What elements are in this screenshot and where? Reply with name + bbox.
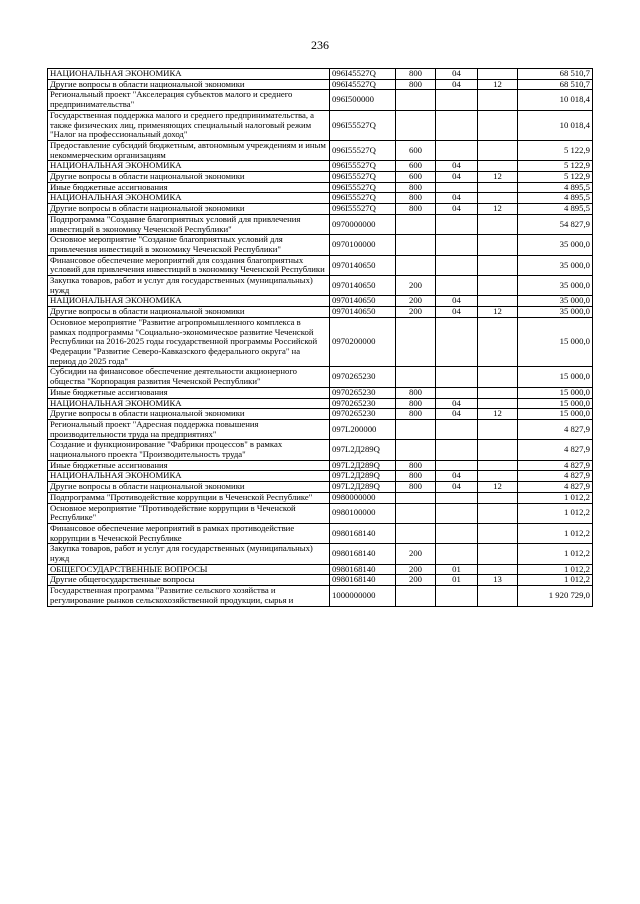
row-section-cell <box>436 523 478 543</box>
row-code-cell: 097L2Д289Q <box>330 440 396 460</box>
row-section-cell: 04 <box>436 482 478 493</box>
row-amount-cell: 5 122,9 <box>518 140 593 160</box>
row-amount-cell: 4 827,9 <box>518 419 593 439</box>
row-code-cell: 0970140650 <box>330 276 396 296</box>
row-subsection-cell <box>478 367 518 387</box>
row-section-cell <box>436 140 478 160</box>
row-name-cell: Подпрограмма "Создание благоприятных условий для привлечения инвестиций в экономику Чеченской Республики" <box>48 214 330 234</box>
table-row <box>48 140 593 160</box>
row-code-cell: 0970265230 <box>330 398 396 409</box>
row-section-cell: 04 <box>436 69 478 80</box>
table-row <box>48 503 593 523</box>
row-code-cell: 0970265230 <box>330 367 396 387</box>
row-code-cell: 097L2Д289Q <box>330 482 396 493</box>
row-amount-cell: 1 012,2 <box>518 503 593 523</box>
row-name-cell: Субсидии на финансовое обеспечение деятельности акционерного общества "Корпорация развития Чеченской Республики" <box>48 367 330 387</box>
row-subsection-cell <box>478 387 518 398</box>
row-amount-cell: 4 827,9 <box>518 440 593 460</box>
row-code-cell: 0980168140 <box>330 575 396 586</box>
row-code-cell: 0980168140 <box>330 523 396 543</box>
row-amount-cell: 4 827,9 <box>518 471 593 482</box>
table-row <box>48 575 593 586</box>
row-amount-cell: 35 000,0 <box>518 255 593 275</box>
row-name-cell: Закупка товаров, работ и услуг для государственных (муниципальных) нужд <box>48 544 330 564</box>
row-section-cell: 04 <box>436 296 478 307</box>
table-row <box>48 492 593 503</box>
table-row <box>48 471 593 482</box>
row-subsection-cell <box>478 460 518 471</box>
table-row <box>48 182 593 193</box>
row-section-cell <box>436 110 478 140</box>
row-amount-cell: 1 012,2 <box>518 492 593 503</box>
row-subsection-cell <box>478 492 518 503</box>
page-number: 236 <box>311 38 329 52</box>
row-expense-type-cell: 800 <box>396 182 436 193</box>
row-section-cell <box>436 214 478 234</box>
row-amount-cell: 4 827,9 <box>518 482 593 493</box>
row-subsection-cell <box>478 276 518 296</box>
row-amount-cell: 35 000,0 <box>518 296 593 307</box>
row-name-cell: НАЦИОНАЛЬНАЯ ЭКОНОМИКА <box>48 161 330 172</box>
row-name-cell: Основное мероприятие "Развитие агропромышленного комплекса в рамках подпрограммы "Социально-экономическое развитие Чеченской Республики на 2016-2025 годы государственной программы Российской Федерации "Развитие Северо-Кавказского федерального округа" на период до 2025 года" <box>48 317 330 367</box>
row-name-cell: Государственная программа "Развитие сельского хозяйства и регулирование рынков сельскохозяйственной продукции, сырья и <box>48 586 330 606</box>
row-name-cell: Финансовое обеспечение мероприятий в рамках противодействие коррупции в Чеченской Республике <box>48 523 330 543</box>
row-section-cell <box>436 586 478 606</box>
row-name-cell: Другие общегосударственные вопросы <box>48 575 330 586</box>
row-expense-type-cell: 800 <box>396 471 436 482</box>
row-amount-cell: 4 895,5 <box>518 182 593 193</box>
row-expense-type-cell <box>396 367 436 387</box>
row-name-cell: НАЦИОНАЛЬНАЯ ЭКОНОМИКА <box>48 398 330 409</box>
row-section-cell: 04 <box>436 193 478 204</box>
row-section-cell <box>436 90 478 110</box>
row-code-cell: 0970140650 <box>330 255 396 275</box>
row-subsection-cell: 12 <box>478 409 518 420</box>
row-expense-type-cell: 200 <box>396 564 436 575</box>
table-row <box>48 307 593 318</box>
row-amount-cell: 1 012,2 <box>518 564 593 575</box>
row-name-cell: Финансовое обеспечение мероприятий для создания благоприятных условий для привлечения инвестиций в экономику Чеченской Республики <box>48 255 330 275</box>
row-name-cell: НАЦИОНАЛЬНАЯ ЭКОНОМИКА <box>48 193 330 204</box>
row-amount-cell: 4 895,5 <box>518 204 593 215</box>
row-name-cell: Подпрограмма "Противодействие коррупции в Чеченской Республике" <box>48 492 330 503</box>
row-expense-type-cell <box>396 523 436 543</box>
row-name-cell: Другие вопросы в области национальной экономики <box>48 482 330 493</box>
row-code-cell: 0970100000 <box>330 235 396 255</box>
row-expense-type-cell: 800 <box>396 482 436 493</box>
row-name-cell: Закупка товаров, работ и услуг для государственных (муниципальных) нужд <box>48 276 330 296</box>
row-expense-type-cell <box>396 235 436 255</box>
row-subsection-cell <box>478 296 518 307</box>
row-code-cell: 0980100000 <box>330 503 396 523</box>
row-code-cell: 096I55527Q <box>330 204 396 215</box>
row-amount-cell: 35 000,0 <box>518 235 593 255</box>
row-amount-cell: 1 012,2 <box>518 575 593 586</box>
row-expense-type-cell: 800 <box>396 460 436 471</box>
row-section-cell: 01 <box>436 575 478 586</box>
table-row <box>48 419 593 439</box>
row-code-cell: 0970265230 <box>330 387 396 398</box>
row-expense-type-cell <box>396 440 436 460</box>
row-amount-cell: 35 000,0 <box>518 276 593 296</box>
row-code-cell: 096I55527Q <box>330 172 396 183</box>
row-code-cell: 096I55527Q <box>330 193 396 204</box>
row-name-cell: Другие вопросы в области национальной экономики <box>48 307 330 318</box>
row-subsection-cell: 12 <box>478 79 518 90</box>
row-name-cell: Государственная поддержка малого и среднего предпринимательства, а также физических лиц, применяющих специальный налоговый режим "Налог на профессиональный доход" <box>48 110 330 140</box>
row-subsection-cell <box>478 161 518 172</box>
row-code-cell: 096I55527Q <box>330 140 396 160</box>
row-name-cell: НАЦИОНАЛЬНАЯ ЭКОНОМИКА <box>48 296 330 307</box>
row-subsection-cell <box>478 140 518 160</box>
table-row <box>48 586 593 606</box>
table-row <box>48 544 593 564</box>
row-expense-type-cell <box>396 317 436 367</box>
row-subsection-cell <box>478 69 518 80</box>
row-amount-cell: 4 827,9 <box>518 460 593 471</box>
row-subsection-cell <box>478 235 518 255</box>
row-section-cell <box>436 492 478 503</box>
table-row <box>48 69 593 80</box>
row-section-cell <box>436 317 478 367</box>
table-row <box>48 460 593 471</box>
row-section-cell: 04 <box>436 172 478 183</box>
row-amount-cell: 4 895,5 <box>518 193 593 204</box>
row-section-cell <box>436 235 478 255</box>
row-subsection-cell <box>478 440 518 460</box>
row-name-cell: Иные бюджетные ассигнования <box>48 460 330 471</box>
row-subsection-cell <box>478 586 518 606</box>
table-row <box>48 317 593 367</box>
row-section-cell <box>436 276 478 296</box>
table-row <box>48 161 593 172</box>
row-subsection-cell <box>478 317 518 367</box>
table-row <box>48 193 593 204</box>
table-row <box>48 296 593 307</box>
row-section-cell: 04 <box>436 471 478 482</box>
row-code-cell: 096I500000 <box>330 90 396 110</box>
row-subsection-cell <box>478 523 518 543</box>
row-code-cell: 097L2Д289Q <box>330 471 396 482</box>
row-subsection-cell: 12 <box>478 204 518 215</box>
row-expense-type-cell <box>396 503 436 523</box>
row-expense-type-cell <box>396 419 436 439</box>
table-row <box>48 235 593 255</box>
row-name-cell: Другие вопросы в области национальной экономики <box>48 409 330 420</box>
row-subsection-cell <box>478 193 518 204</box>
row-code-cell: 097L200000 <box>330 419 396 439</box>
row-code-cell: 0970140650 <box>330 296 396 307</box>
row-expense-type-cell <box>396 586 436 606</box>
table-row <box>48 482 593 493</box>
row-code-cell: 0980000000 <box>330 492 396 503</box>
table-row <box>48 90 593 110</box>
row-expense-type-cell: 600 <box>396 172 436 183</box>
row-section-cell: 01 <box>436 564 478 575</box>
row-expense-type-cell: 200 <box>396 296 436 307</box>
row-subsection-cell: 13 <box>478 575 518 586</box>
row-subsection-cell: 12 <box>478 172 518 183</box>
table-row <box>48 440 593 460</box>
row-code-cell: 1000000000 <box>330 586 396 606</box>
row-section-cell: 04 <box>436 307 478 318</box>
row-amount-cell: 15 000,0 <box>518 398 593 409</box>
row-amount-cell: 1 012,2 <box>518 523 593 543</box>
row-section-cell: 04 <box>436 409 478 420</box>
row-section-cell: 04 <box>436 161 478 172</box>
row-section-cell <box>436 182 478 193</box>
row-expense-type-cell: 800 <box>396 193 436 204</box>
table-row <box>48 409 593 420</box>
row-amount-cell: 68 510,7 <box>518 69 593 80</box>
row-section-cell: 04 <box>436 398 478 409</box>
table-row <box>48 523 593 543</box>
table-row <box>48 172 593 183</box>
row-name-cell: НАЦИОНАЛЬНАЯ ЭКОНОМИКА <box>48 471 330 482</box>
row-name-cell: Другие вопросы в области национальной экономики <box>48 79 330 90</box>
row-amount-cell: 1 920 729,0 <box>518 586 593 606</box>
row-code-cell: 0970140650 <box>330 307 396 318</box>
row-code-cell: 096I45527Q <box>330 79 396 90</box>
row-section-cell <box>436 419 478 439</box>
row-amount-cell: 15 000,0 <box>518 317 593 367</box>
table-row <box>48 564 593 575</box>
row-expense-type-cell: 200 <box>396 544 436 564</box>
row-code-cell: 0980168140 <box>330 544 396 564</box>
row-code-cell: 096I55527Q <box>330 182 396 193</box>
row-subsection-cell <box>478 398 518 409</box>
table-row <box>48 214 593 234</box>
table-row <box>48 276 593 296</box>
table-row <box>48 398 593 409</box>
row-subsection-cell <box>478 182 518 193</box>
row-name-cell: Региональный проект "Адресная поддержка повышения производительности труда на предприятиях" <box>48 419 330 439</box>
row-name-cell: Иные бюджетные ассигнования <box>48 182 330 193</box>
row-name-cell: Иные бюджетные ассигнования <box>48 387 330 398</box>
row-amount-cell: 5 122,9 <box>518 161 593 172</box>
row-section-cell: 04 <box>436 204 478 215</box>
row-code-cell: 0980168140 <box>330 564 396 575</box>
row-name-cell: Предоставление субсидий бюджетным, автономным учреждениям и иным некоммерческим организациям <box>48 140 330 160</box>
table-row <box>48 255 593 275</box>
row-amount-cell: 1 012,2 <box>518 544 593 564</box>
row-code-cell: 0970265230 <box>330 409 396 420</box>
row-expense-type-cell <box>396 110 436 140</box>
row-name-cell: НАЦИОНАЛЬНАЯ ЭКОНОМИКА <box>48 69 330 80</box>
row-expense-type-cell <box>396 492 436 503</box>
row-expense-type-cell: 600 <box>396 161 436 172</box>
row-amount-cell: 10 018,4 <box>518 110 593 140</box>
row-section-cell <box>436 503 478 523</box>
row-subsection-cell <box>478 90 518 110</box>
row-expense-type-cell: 800 <box>396 69 436 80</box>
row-subsection-cell <box>478 214 518 234</box>
row-subsection-cell <box>478 471 518 482</box>
row-amount-cell: 54 827,9 <box>518 214 593 234</box>
row-amount-cell: 5 122,9 <box>518 172 593 183</box>
row-expense-type-cell <box>396 90 436 110</box>
row-expense-type-cell: 800 <box>396 387 436 398</box>
budget-table-body <box>48 69 593 607</box>
row-subsection-cell: 12 <box>478 307 518 318</box>
row-expense-type-cell: 800 <box>396 204 436 215</box>
row-section-cell <box>436 460 478 471</box>
row-name-cell: Другие вопросы в области национальной экономики <box>48 172 330 183</box>
row-subsection-cell <box>478 255 518 275</box>
row-code-cell: 0970200000 <box>330 317 396 367</box>
row-expense-type-cell: 200 <box>396 575 436 586</box>
row-name-cell: Основное мероприятие "Противодействие коррупции в Чеченской Республике" <box>48 503 330 523</box>
table-row <box>48 110 593 140</box>
row-section-cell: 04 <box>436 79 478 90</box>
row-amount-cell: 10 018,4 <box>518 90 593 110</box>
table-row <box>48 387 593 398</box>
row-expense-type-cell <box>396 255 436 275</box>
row-subsection-cell <box>478 110 518 140</box>
row-amount-cell: 15 000,0 <box>518 367 593 387</box>
row-code-cell: 0970000000 <box>330 214 396 234</box>
row-code-cell: 096I45527Q <box>330 69 396 80</box>
row-subsection-cell <box>478 564 518 575</box>
row-name-cell: ОБЩЕГОСУДАРСТВЕННЫЕ ВОПРОСЫ <box>48 564 330 575</box>
row-section-cell <box>436 387 478 398</box>
row-expense-type-cell <box>396 214 436 234</box>
row-amount-cell: 68 510,7 <box>518 79 593 90</box>
row-expense-type-cell: 600 <box>396 140 436 160</box>
row-expense-type-cell: 800 <box>396 398 436 409</box>
row-section-cell <box>436 544 478 564</box>
budget-table <box>47 68 593 607</box>
row-section-cell <box>436 255 478 275</box>
row-name-cell: Региональный проект "Акселерация субъектов малого и среднего предпринимательства" <box>48 90 330 110</box>
table-row <box>48 79 593 90</box>
row-subsection-cell <box>478 544 518 564</box>
row-amount-cell: 15 000,0 <box>518 409 593 420</box>
row-expense-type-cell: 200 <box>396 307 436 318</box>
row-name-cell: Основное мероприятие "Создание благоприятных условий для привлечения инвестиций в экономику Чеченской Республики" <box>48 235 330 255</box>
row-subsection-cell <box>478 419 518 439</box>
row-code-cell: 096I55527Q <box>330 110 396 140</box>
row-subsection-cell: 12 <box>478 482 518 493</box>
row-expense-type-cell: 200 <box>396 276 436 296</box>
row-section-cell <box>436 440 478 460</box>
row-subsection-cell <box>478 503 518 523</box>
row-section-cell <box>436 367 478 387</box>
table-row <box>48 367 593 387</box>
row-amount-cell: 35 000,0 <box>518 307 593 318</box>
row-name-cell: Создание и функционирование "Фабрики процессов" в рамках национального проекта "Производительность труда" <box>48 440 330 460</box>
row-code-cell: 096I55527Q <box>330 161 396 172</box>
row-code-cell: 097L2Д289Q <box>330 460 396 471</box>
row-amount-cell: 15 000,0 <box>518 387 593 398</box>
row-name-cell: Другие вопросы в области национальной экономики <box>48 204 330 215</box>
row-expense-type-cell: 800 <box>396 79 436 90</box>
row-expense-type-cell: 800 <box>396 409 436 420</box>
table-row <box>48 204 593 215</box>
